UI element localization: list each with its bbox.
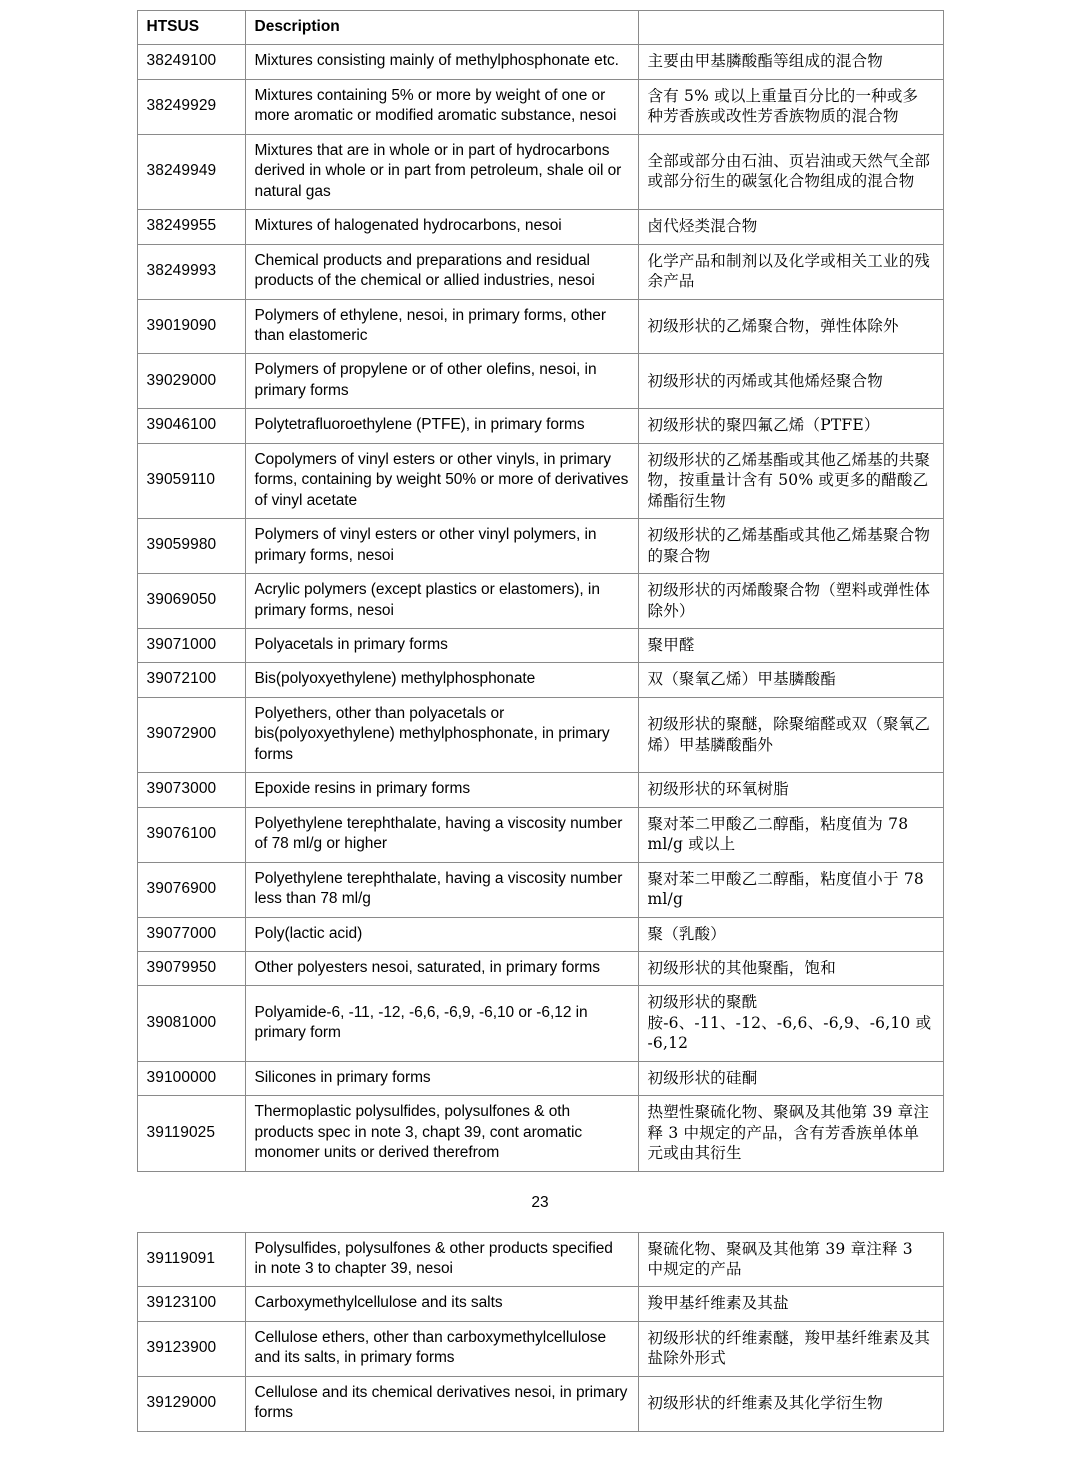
cell-description: Mixtures containing 5% or more by weight of one or more aromatic or modified aromatic substance, nesoi [245,79,638,134]
table-row [137,951,943,985]
table-row [137,45,943,79]
cell-htsus-code: 38249955 [137,210,245,244]
cell-description: Polyethylene terephthalate, having a viscosity number less than 78 ml/g [245,862,638,917]
cell-htsus-code: 39059980 [137,519,245,574]
table-row [137,917,943,951]
htsus-table-top [137,10,944,1172]
page-number: 23 [531,1193,549,1211]
cell-chinese: 含有 5% 或以上重量百分比的一种或多种芳香族或改性芳香族物质的混合物 [638,79,943,134]
cell-htsus-code: 39059110 [137,443,245,518]
htsus-table-bottom [137,1232,944,1432]
cell-description: Polytetrafluoroethylene (PTFE), in primary forms [245,409,638,443]
table-row [137,354,943,409]
cell-htsus-code: 39069050 [137,574,245,629]
table-row [137,1321,943,1376]
table-header [137,11,943,45]
cell-htsus-code: 39076900 [137,862,245,917]
cell-description: Bis(polyoxyethylene) methylphosphonate [245,663,638,697]
cell-htsus-code: 38249993 [137,244,245,299]
column-header-chinese [638,11,943,45]
table-row [137,79,943,134]
table-header-row [137,11,943,45]
cell-chinese: 聚硫化物、聚砜及其他第 39 章注释 3 中规定的产品 [638,1232,943,1287]
table-row [137,1061,943,1095]
cell-description: Polyethylene terephthalate, having a viscosity number of 78 ml/g or higher [245,807,638,862]
table-body-top [137,45,943,1171]
cell-htsus-code: 38249929 [137,79,245,134]
cell-chinese: 聚对苯二甲酸乙二醇酯，粘度值为 78 ml/g 或以上 [638,807,943,862]
cell-description: Carboxymethylcellulose and its salts [245,1287,638,1321]
cell-htsus-code: 38249949 [137,134,245,209]
cell-htsus-code: 39119025 [137,1096,245,1171]
cell-htsus-code: 39123900 [137,1321,245,1376]
cell-htsus-code: 39019090 [137,299,245,354]
table-row [137,409,943,443]
cell-htsus-code: 39073000 [137,773,245,807]
cell-htsus-code: 39072100 [137,663,245,697]
cell-description: Polymers of propylene or of other olefins, nesoi, in primary forms [245,354,638,409]
column-header-description: Description [245,11,638,45]
cell-description: Mixtures of halogenated hydrocarbons, nesoi [245,210,638,244]
table-row [137,663,943,697]
cell-htsus-code: 39100000 [137,1061,245,1095]
table-body-bottom [137,1232,943,1431]
table-row [137,244,943,299]
cell-chinese: 化学产品和制剂以及化学或相关工业的残余产品 [638,244,943,299]
cell-chinese: 主要由甲基膦酸酯等组成的混合物 [638,45,943,79]
cell-description: Acrylic polymers (except plastics or elastomers), in primary forms, nesoi [245,574,638,629]
cell-htsus-code: 39029000 [137,354,245,409]
cell-chinese: 聚（乳酸） [638,917,943,951]
table-row [137,1232,943,1287]
cell-chinese: 初级形状的乙烯聚合物，弹性体除外 [638,299,943,354]
cell-htsus-code: 39081000 [137,986,245,1061]
table-row [137,1096,943,1171]
cell-description: Other polyesters nesoi, saturated, in primary forms [245,951,638,985]
cell-htsus-code: 39072900 [137,697,245,772]
cell-chinese: 初级形状的乙烯基酯或其他乙烯基的共聚物，按重量计含有 50% 或更多的醋酸乙烯酯衍生物 [638,443,943,518]
cell-description: Polyamide-6, -11, -12, -6,6, -6,9, -6,10 or -6,12 in primary form [245,986,638,1061]
table-row [137,574,943,629]
table-row [137,443,943,518]
table-row [137,519,943,574]
cell-description: Thermoplastic polysulfides, polysulfones & oth products spec in note 3, chapt 39, cont aromatic monomer units or derived therefrom [245,1096,638,1171]
cell-description: Polyacetals in primary forms [245,628,638,662]
cell-htsus-code: 38249100 [137,45,245,79]
cell-htsus-code: 39071000 [137,628,245,662]
cell-description: Chemical products and preparations and residual products of the chemical or allied industries, nesoi [245,244,638,299]
cell-description: Epoxide resins in primary forms [245,773,638,807]
cell-chinese: 初级形状的丙烯或其他烯烃聚合物 [638,354,943,409]
cell-chinese: 初级形状的聚酰胺-6、-11、-12、-6,6、-6,9、-6,10 或 -6,12 [638,986,943,1061]
cell-chinese: 初级形状的纤维素及其化学衍生物 [638,1376,943,1431]
cell-description: Polymers of vinyl esters or other vinyl polymers, in primary forms, nesoi [245,519,638,574]
cell-htsus-code: 39129000 [137,1376,245,1431]
cell-description: Cellulose and its chemical derivatives nesoi, in primary forms [245,1376,638,1431]
cell-chinese: 聚对苯二甲酸乙二醇酯，粘度值小于 78 ml/g [638,862,943,917]
table-row [137,134,943,209]
cell-htsus-code: 39079950 [137,951,245,985]
cell-chinese: 初级形状的纤维素醚，羧甲基纤维素及其盐除外形式 [638,1321,943,1376]
cell-description: Copolymers of vinyl esters or other vinyls, in primary forms, containing by weight 50% or more of derivatives of vinyl acetate [245,443,638,518]
cell-chinese: 初级形状的环氧树脂 [638,773,943,807]
cell-chinese: 初级形状的乙烯基酯或其他乙烯基聚合物的聚合物 [638,519,943,574]
cell-description: Mixtures consisting mainly of methylphosphonate etc. [245,45,638,79]
cell-htsus-code: 39046100 [137,409,245,443]
cell-chinese: 初级形状的聚四氟乙烯（PTFE） [638,409,943,443]
table-row [137,210,943,244]
cell-chinese: 初级形状的其他聚酯，饱和 [638,951,943,985]
cell-chinese: 初级形状的硅酮 [638,1061,943,1095]
table-row [137,1376,943,1431]
cell-chinese: 羧甲基纤维素及其盐 [638,1287,943,1321]
cell-chinese: 初级形状的聚醚，除聚缩醛或双（聚氧乙烯）甲基膦酸酯外 [638,697,943,772]
cell-chinese: 全部或部分由石油、页岩油或天然气全部或部分衍生的碳氢化合物组成的混合物 [638,134,943,209]
cell-chinese: 初级形状的丙烯酸聚合物（塑料或弹性体除外） [638,574,943,629]
cell-chinese: 卤代烃类混合物 [638,210,943,244]
cell-description: Polymers of ethylene, nesoi, in primary forms, other than elastomeric [245,299,638,354]
cell-chinese: 双（聚氧乙烯）甲基膦酸酯 [638,663,943,697]
table-row [137,697,943,772]
cell-description: Silicones in primary forms [245,1061,638,1095]
cell-description: Cellulose ethers, other than carboxymethylcellulose and its salts, in primary forms [245,1321,638,1376]
table-row [137,1287,943,1321]
table-row [137,299,943,354]
table-row [137,862,943,917]
table-row [137,986,943,1061]
cell-chinese: 热塑性聚硫化物、聚砜及其他第 39 章注释 3 中规定的产品，含有芳香族单体单元或由其衍生 [638,1096,943,1171]
cell-description: Polyethers, other than polyacetals or bis(polyoxyethylene) methylphosphonate, in primary forms [245,697,638,772]
table-row [137,807,943,862]
cell-chinese: 聚甲醛 [638,628,943,662]
cell-htsus-code: 39119091 [137,1232,245,1287]
cell-description: Mixtures that are in whole or in part of hydrocarbons derived in whole or in part from petroleum, shale oil or natural gas [245,134,638,209]
cell-htsus-code: 39077000 [137,917,245,951]
table-row [137,628,943,662]
table-row [137,773,943,807]
cell-htsus-code: 39076100 [137,807,245,862]
cell-htsus-code: 39123100 [137,1287,245,1321]
column-header-htsus: HTSUS [137,11,245,45]
cell-description: Poly(lactic acid) [245,917,638,951]
cell-description: Polysulfides, polysulfones & other products specified in note 3 to chapter 39, nesoi [245,1232,638,1287]
